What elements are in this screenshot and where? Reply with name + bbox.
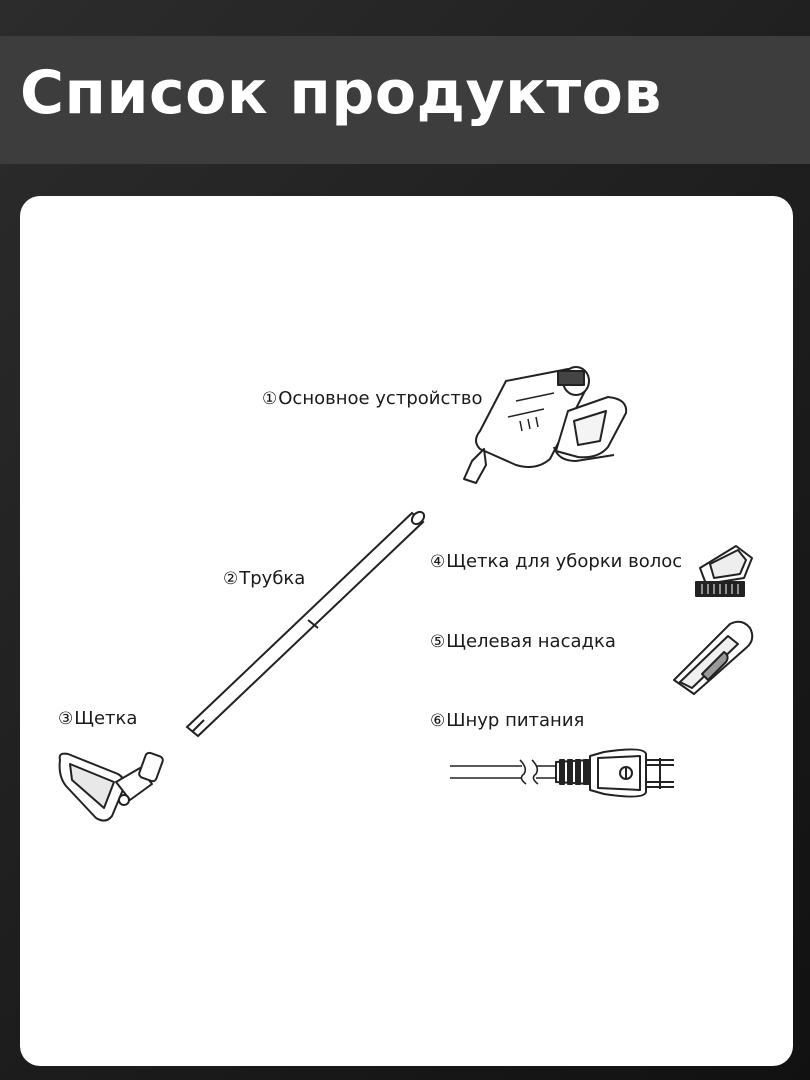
product-list-card	[20, 196, 793, 1066]
tube-icon	[180, 508, 440, 740]
item-number: ④	[430, 552, 446, 572]
item-number: ③	[58, 709, 74, 729]
item-label-main-unit	[262, 388, 482, 409]
item-text: Трубка	[239, 568, 306, 589]
floor-brush-icon	[56, 748, 171, 826]
item-text: Щетка для уборки волос	[446, 551, 683, 572]
main-unit-icon	[458, 361, 638, 486]
item-text: Щелевая насадка	[446, 631, 616, 652]
item-number: ⑤	[430, 632, 446, 652]
item-text: Щетка	[74, 708, 138, 729]
item-label-crevice-nozzle	[430, 631, 616, 652]
item-number: ①	[262, 389, 278, 409]
item-text: Шнур питания	[446, 710, 585, 731]
item-label-hair-brush	[430, 551, 682, 572]
item-number: ⑥	[430, 711, 446, 731]
page-title: Список продуктов	[20, 58, 662, 128]
item-number: ②	[223, 569, 239, 589]
power-cord-icon	[448, 744, 688, 806]
item-label-power-cord	[430, 710, 584, 731]
item-text: Основное устройство	[278, 388, 483, 409]
crevice-nozzle-icon	[672, 618, 758, 696]
hair-brush-icon	[692, 542, 758, 600]
item-label-floor-brush	[58, 708, 137, 729]
